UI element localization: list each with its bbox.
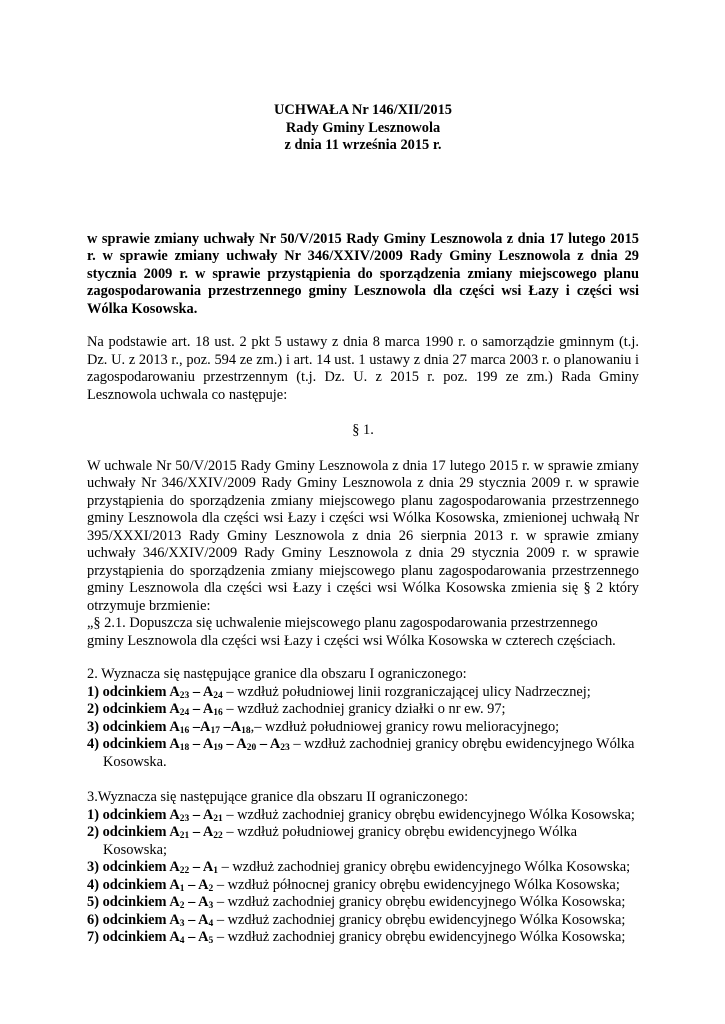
segment-description: – wzdłuż zachodniej granicy obrębu ewidencyjnego Wólka Kosowska; xyxy=(218,859,631,875)
list-item xyxy=(87,684,639,702)
area-2-intro: 3.Wyznacza się następujące granice dla obszaru II ograniczonego: xyxy=(87,789,469,805)
resolution-number: UCHWAŁA Nr 146/XII/2015 xyxy=(273,102,453,118)
area-1-intro: 2. Wyznacza się następujące granice dla obszaru I ograniczonego: xyxy=(87,666,467,682)
list-item xyxy=(87,701,639,719)
list-item xyxy=(87,894,639,912)
resolution-date: z dnia 11 września 2015 r. xyxy=(284,137,442,153)
resolution-subject: w sprawie zmiany uchwały Nr 50/V/2015 Rady Gminy Lesznowola z dnia 17 lutego 2015 r. w sprawie zmiany uchwały Nr 346/XXIV/2009 Rady Gminy Lesznowola z dnia 29 stycznia 2009 r. w sprawie przystąpienia do sporządzenia zmiany miejscowego planu zagospodarowania przestrzennego gminy Lesznowola dla części wsi Łazy i części wsi Wólka Kosowska. xyxy=(87,230,639,317)
list-item xyxy=(87,807,639,825)
segment-label: 5) odcinkiem $A_2 - A_3$ xyxy=(87,894,214,911)
document-page xyxy=(87,96,639,947)
area-1-list xyxy=(87,684,639,772)
segment-label: 1) odcinkiem $A_{23} - A_{21}$ xyxy=(87,806,223,824)
list-item xyxy=(87,912,639,930)
segment-label: 6) odcinkiem $A_3 - A_4$ xyxy=(87,911,214,929)
quote-line-2: gminy Lesznowola dla części wsi Łazy i części wsi Wólka Kosowska w czterech częściach. xyxy=(87,632,616,649)
legal-basis-paragraph: Na podstawie art. 18 ust. 2 pkt 5 ustawy z dnia 8 marca 1990 r. o samorządzie gminnym (t.j. Dz. U. z 2013 r., poz. 594 ze zm.) i art. 14 ust. 1 ustawy z dnia 27 marca 2003 r. o planowaniu i zagospodarowaniu przestrzennym (t.j. Dz. U. z 2015 r. poz. 199 ze zm.) Rada Gminy Lesznowola uchwala co następuje: xyxy=(87,334,639,403)
section-1-text: W uchwale Nr 50/V/2015 Rady Gminy Lesznowola z dnia 17 lutego 2015 r. w sprawie zmiany uchwały Nr 346/XXIV/2009 Rady Gminy Lesznowola z dnia 29 stycznia 2009 r. w sprawie przystąpienia do sporządzenia zmiany miejscowego planu zagospodarowania przestrzennego gminy Lesznowola dla części wsi Łazy i części wsi Wólka Kosowska, zmienionej uchwałą Nr 395/XXXI/2013 Rady Gminy Lesznowola z dnia 26 sierpnia 2013 r. w sprawie zmiany uchwały 346/XXIV/2009 Rady Gminy Lesznowola z dnia 29 stycznia 2009 r. w sprawie przystąpienia do sporządzenia zmiany miejscowego planu zagospodarowania przestrzennego gminy Lesznowola dla części wsi Łazy i części wsi Wólka Kosowska zmienia się § 2 który otrzymuje brzmienie: xyxy=(87,457,639,614)
segment-label: 3) odcinkiem $A_{16}$ $-A_{17}$ $-A_{18}$ xyxy=(87,718,251,736)
segment-description: – wzdłuż zachodniej granicy działki o nr ew. 97; xyxy=(222,701,506,717)
segment-label: 4) odcinkiem $A_1 - A_2$ xyxy=(87,876,214,894)
list-item xyxy=(87,929,639,947)
area-2-list xyxy=(87,807,639,947)
list-item xyxy=(87,877,639,895)
segment-description: – wzdłuż zachodniej granicy obrębu ewidencyjnego Wólka Kosowska; xyxy=(222,806,635,823)
segment-label: 4) odcinkiem $A_{18} - A_{19} - A_{20} - A_{23}$ xyxy=(87,736,290,753)
segment-label: 1) odcinkiem $A_{23} - A_{24}$ xyxy=(87,683,223,701)
segment-label: 7) odcinkiem $A_4 - A_5$ xyxy=(87,929,214,946)
segment-label: 2) odcinkiem $A_{21} - A_{22}$ xyxy=(87,824,223,841)
list-item xyxy=(87,824,639,859)
segment-description: – wzdłuż zachodniej granicy obrębu ewidencyjnego Wólka Kosowska; xyxy=(213,929,626,945)
segment-description: – wzdłuż zachodniej granicy obrębu ewidencyjnego Wólka Kosowska; xyxy=(213,911,626,928)
quote-line-1: „§ 2.1. Dopuszcza się uchwalenie miejscowego planu zagospodarowania przestrzennego xyxy=(87,615,598,631)
resolution-header xyxy=(87,102,639,155)
list-item xyxy=(87,859,639,877)
section-mark: § 1. xyxy=(352,422,374,438)
list-item xyxy=(87,719,639,737)
segment-description: – wzdłuż południowej linii rozgraniczającej ulicy Nadrzecznej; xyxy=(222,683,591,700)
list-item xyxy=(87,736,639,771)
segment-label: 3) odcinkiem $A_{22} - A_1$ xyxy=(87,859,219,876)
segment-description: – wzdłuż północnej granicy obrębu ewidencyjnego Wólka Kosowska; xyxy=(213,876,620,893)
segment-label: 2) odcinkiem $A_{24} - A_{16}$ xyxy=(87,701,223,718)
segment-description: – wzdłuż zachodniej granicy obrębu ewidencyjnego Wólka Kosowska; xyxy=(213,894,626,910)
council-name: Rady Gminy Lesznowola xyxy=(285,119,441,136)
segment-description: – wzdłuż zachodniej granicy obrębu ewidencyjnego Wólka Kosowska. xyxy=(103,736,635,770)
segment-description: ,– wzdłuż południowej granicy rowu melioracyjnego; xyxy=(250,718,560,735)
segment-description: – wzdłuż południowej granicy obrębu ewidencyjnego Wólka Kosowska; xyxy=(103,824,577,858)
